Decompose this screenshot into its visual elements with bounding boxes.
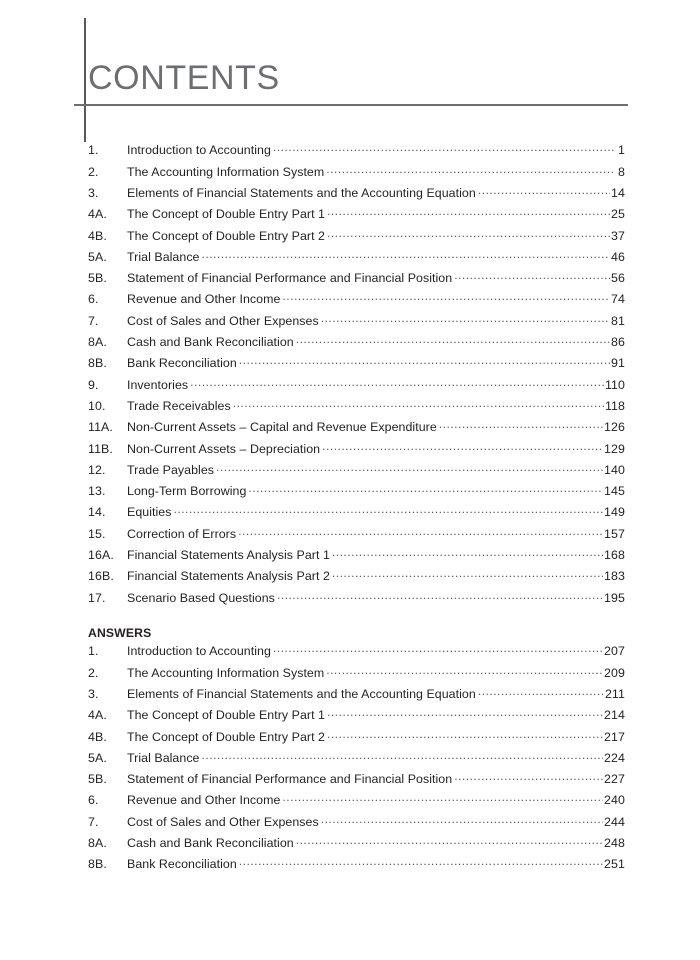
toc-entry[interactable] (88, 483, 625, 504)
toc-entry-label: Scenario Based Questions (127, 590, 275, 605)
toc-entry-label: Trial Balance (127, 750, 200, 765)
toc-entry[interactable] (88, 355, 625, 376)
toc-dot-leader (326, 163, 614, 175)
toc-entry[interactable] (88, 440, 625, 461)
toc-entry-page-number: 140 (604, 462, 625, 477)
toc-entry-page-number: 74 (611, 292, 625, 307)
toc-entry-number: 16B. (88, 569, 114, 584)
toc-entry-label: Bank Reconciliation (127, 857, 237, 872)
toc-entry-number: 16A. (88, 548, 114, 563)
toc-entry-number: 7. (88, 814, 99, 829)
toc-entry-label: Trial Balance (127, 249, 200, 264)
toc-dot-leader (322, 440, 603, 452)
toc-entry-page-number: 86 (611, 335, 625, 350)
toc-entry-number: 13. (88, 484, 106, 499)
toc-dot-leader (277, 589, 603, 601)
toc-entry-page-number: 214 (604, 708, 625, 723)
toc-entry-page-number: 37 (611, 228, 625, 243)
vertical-rule (84, 18, 86, 142)
horizontal-rule (74, 104, 628, 106)
toc-entry-page-number: 118 (604, 398, 625, 413)
toc-entry-number: 7. (88, 313, 99, 328)
toc-entry-label: Long-Term Borrowing (127, 484, 247, 499)
toc-dot-leader (332, 568, 603, 580)
toc-dot-leader (478, 686, 604, 698)
toc-entry-number: 4A. (88, 708, 107, 723)
toc-entry-label: Non-Current Assets – Capital and Revenue Expenditure (127, 420, 437, 435)
toc-entry-label: Elements of Financial Statements and the Accounting Equation (127, 686, 476, 701)
toc-entry-number: 6. (88, 292, 99, 307)
toc-entry-number: 12. (88, 462, 106, 477)
toc-entry[interactable] (88, 813, 625, 834)
toc-entry[interactable] (88, 142, 625, 163)
toc-entry-page-number: 195 (604, 590, 625, 605)
toc-entry[interactable] (88, 525, 625, 546)
toc-entry-page-number: 251 (604, 857, 625, 872)
toc-entry-number: 4B. (88, 228, 107, 243)
toc-entry-label: The Concept of Double Entry Part 2 (127, 228, 325, 243)
toc-entry-number: 1. (88, 143, 99, 158)
toc-entry-label: Cash and Bank Reconciliation (127, 836, 294, 851)
toc-entry-label: Trade Receivables (127, 398, 231, 413)
toc-entry-page-number: 240 (604, 793, 625, 808)
toc-entry-number: 5B. (88, 271, 107, 286)
toc-entry-label: Equities (127, 505, 172, 520)
toc-entry-label: Revenue and Other Income (127, 793, 281, 808)
toc-entry-page-number: 25 (611, 207, 625, 222)
toc-entry[interactable] (88, 835, 625, 856)
toc-entry-page-number: 1 (618, 143, 625, 158)
toc-dot-leader (202, 248, 611, 260)
toc-entry-page-number: 149 (604, 505, 625, 520)
toc-entry-number: 5B. (88, 772, 107, 787)
toc-dot-leader (173, 504, 603, 516)
toc-entry-label: The Concept of Double Entry Part 1 (127, 708, 325, 723)
toc-entry-page-number: 224 (604, 750, 625, 765)
toc-entry-number: 6. (88, 793, 99, 808)
toc-entry[interactable] (88, 270, 625, 291)
toc-entry-page-number: 207 (604, 644, 625, 659)
toc-entry-page-number: 91 (611, 356, 625, 371)
toc-entry[interactable] (88, 227, 625, 248)
toc-entry[interactable] (88, 248, 625, 269)
toc-dot-leader (327, 227, 610, 239)
toc-entry-number: 11A. (88, 420, 113, 435)
answers-list (88, 643, 625, 877)
toc-entry-page-number: 110 (604, 377, 625, 392)
toc-entry-number: 14. (88, 505, 106, 520)
toc-dot-leader (327, 707, 603, 719)
toc-dot-leader (239, 355, 610, 367)
toc-dot-leader (454, 270, 610, 282)
toc-entry-page-number: 183 (604, 569, 625, 584)
toc-entry-number: 8B. (88, 356, 107, 371)
toc-entry-page-number: 8 (618, 164, 625, 179)
toc-dot-leader (238, 525, 603, 537)
toc-entry[interactable] (88, 461, 625, 482)
page-title: CONTENTS (88, 59, 280, 97)
toc-dot-leader (296, 334, 610, 346)
toc-dot-leader (327, 728, 603, 740)
contents-list (88, 142, 625, 611)
toc-dot-leader (296, 835, 603, 847)
toc-dot-leader (248, 483, 603, 495)
toc-entry-number: 3. (88, 686, 99, 701)
toc-dot-leader (216, 461, 603, 473)
toc-dot-leader (282, 792, 603, 804)
toc-dot-leader (202, 749, 604, 761)
toc-entry-label: Bank Reconciliation (127, 356, 237, 371)
toc-entry[interactable] (88, 686, 625, 707)
toc-entry-label: Inventories (127, 377, 189, 392)
toc-entry-page-number: 145 (604, 484, 625, 499)
toc-entry-label: The Concept of Double Entry Part 1 (127, 207, 325, 222)
toc-dot-leader (439, 419, 603, 431)
toc-entry[interactable] (88, 792, 625, 813)
toc-entry-label: Statement of Financial Performance and Financial Position (127, 772, 453, 787)
toc-entry-label: Financial Statements Analysis Part 1 (127, 548, 330, 563)
toc-entry[interactable] (88, 419, 625, 440)
toc-entry-number: 8A. (88, 335, 107, 350)
toc-entry[interactable] (88, 547, 625, 568)
toc-entry-label: Cash and Bank Reconciliation (127, 335, 294, 350)
toc-entry-page-number: 244 (604, 814, 625, 829)
toc-entry-label: Elements of Financial Statements and the Accounting Equation (127, 185, 476, 200)
toc-entry[interactable] (88, 312, 625, 333)
toc-entry-number: 3. (88, 185, 99, 200)
toc-entry[interactable] (88, 291, 625, 312)
toc-dot-leader (454, 771, 603, 783)
toc-entry-label: The Concept of Double Entry Part 2 (127, 729, 325, 744)
toc-dot-leader (273, 643, 603, 655)
toc-entry[interactable] (88, 163, 625, 184)
toc-dot-leader (332, 547, 603, 559)
toc-entry[interactable] (88, 398, 625, 419)
toc-dot-leader (478, 185, 610, 197)
toc-entry-number: 4A. (88, 207, 107, 222)
toc-entry-number: 1. (88, 644, 99, 659)
toc-entry-number: 5A. (88, 249, 107, 264)
toc-entry-label: Non-Current Assets – Depreciation (127, 441, 321, 456)
toc-entry-page-number: 157 (604, 526, 625, 541)
toc-entry-label: Introduction to Accounting (127, 644, 271, 659)
toc-entry-page-number: 46 (611, 249, 625, 264)
toc-entry-page-number: 227 (604, 772, 625, 787)
toc-entry[interactable] (88, 589, 625, 610)
toc-entry-number: 15. (88, 526, 106, 541)
toc-dot-leader (321, 312, 610, 324)
toc-entry-label: Introduction to Accounting (127, 143, 271, 158)
toc-entry-page-number: 56 (611, 271, 625, 286)
toc-entry-label: Revenue and Other Income (127, 292, 281, 307)
toc-dot-leader (282, 291, 610, 303)
toc-dot-leader (239, 856, 603, 868)
toc-entry-number: 11B. (88, 441, 113, 456)
toc-entry-number: 2. (88, 164, 99, 179)
toc-entry-number: 9. (88, 377, 99, 392)
toc-entry-label: Correction of Errors (127, 526, 237, 541)
toc-entry-label: Statement of Financial Performance and Financial Position (127, 271, 453, 286)
toc-dot-leader (190, 376, 604, 388)
toc-entry-number: 8A. (88, 836, 107, 851)
toc-entry[interactable] (88, 334, 625, 355)
toc-entry-number: 10. (88, 398, 106, 413)
toc-entry[interactable] (88, 728, 625, 749)
toc-entry[interactable] (88, 664, 625, 685)
toc-entry-number: 17. (88, 590, 106, 605)
toc-entry-label: Cost of Sales and Other Expenses (127, 313, 319, 328)
toc-dot-leader (321, 813, 603, 825)
toc-entry-number: 5A. (88, 750, 107, 765)
toc-entry-number: 2. (88, 665, 99, 680)
toc-entry-number: 4B. (88, 729, 107, 744)
toc-entry-page-number: 129 (604, 441, 625, 456)
toc-entry-page-number: 168 (604, 548, 625, 563)
toc-entry-label: The Accounting Information System (127, 164, 325, 179)
toc-entry-page-number: 248 (604, 836, 625, 851)
toc-entry-label: Trade Payables (127, 462, 215, 477)
answers-heading: ANSWERS (88, 626, 152, 640)
toc-entry[interactable] (88, 185, 625, 206)
toc-entry-page-number: 211 (604, 686, 625, 701)
toc-entry-page-number: 14 (611, 185, 625, 200)
toc-entry-page-number: 81 (611, 313, 625, 328)
toc-entry-page-number: 217 (604, 729, 625, 744)
toc-entry-label: The Accounting Information System (127, 665, 325, 680)
toc-entry-label: Cost of Sales and Other Expenses (127, 814, 319, 829)
toc-entry[interactable] (88, 749, 625, 770)
toc-entry[interactable] (88, 376, 625, 397)
toc-entry-label: Financial Statements Analysis Part 2 (127, 569, 330, 584)
toc-entry-page-number: 126 (604, 420, 625, 435)
toc-entry[interactable] (88, 707, 625, 728)
toc-entry[interactable] (88, 206, 625, 227)
toc-entry[interactable] (88, 568, 625, 589)
toc-entry[interactable] (88, 643, 625, 664)
toc-entry[interactable] (88, 771, 625, 792)
toc-dot-leader (273, 142, 614, 154)
toc-entry-page-number: 209 (604, 665, 625, 680)
toc-entry-number: 8B. (88, 857, 107, 872)
toc-entry[interactable] (88, 504, 625, 525)
toc-dot-leader (233, 398, 604, 410)
toc-entry[interactable] (88, 856, 625, 877)
toc-dot-leader (326, 664, 603, 676)
toc-dot-leader (327, 206, 610, 218)
